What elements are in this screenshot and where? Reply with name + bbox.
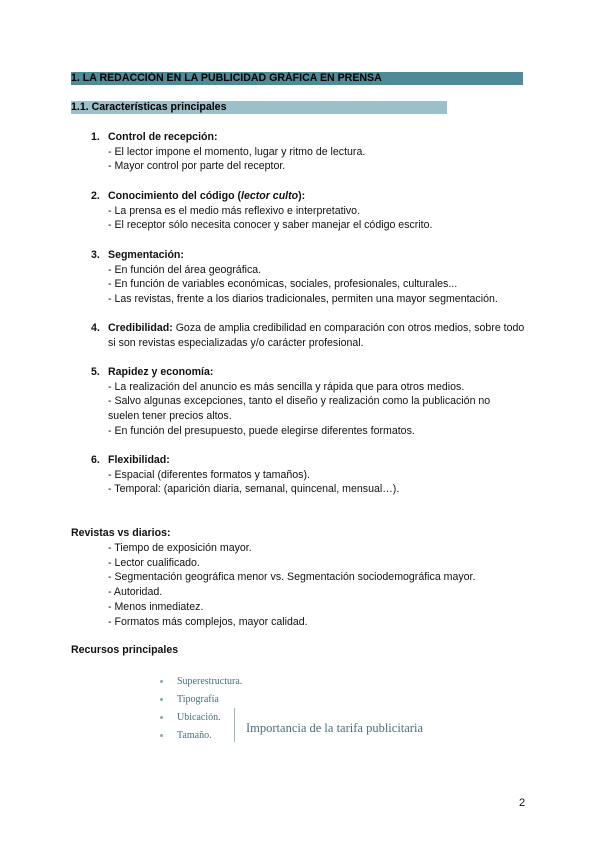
item-number: 6. [91, 454, 100, 466]
feature-item [91, 189, 531, 233]
feature-item [91, 365, 521, 439]
list-item: - Tiempo de exposición mayor. [108, 542, 252, 554]
item-number: 2. [91, 190, 100, 202]
list-item: Ubicación. [160, 709, 242, 727]
page-number: 2 [519, 797, 526, 809]
item-line: - En función de variables económicas, sociales, profesionales, culturales... [108, 278, 458, 291]
item-text: Goza de amplia credibilidad en comparación con otros medios, sobre todo si son revistas especializadas y/o carácter profesional. [108, 322, 525, 349]
recursos-heading: Recursos principales [71, 644, 179, 656]
item-line: - Salvo algunas excepciones, tanto el diseño y realización como la publicación no suelen tener precios altos. [108, 395, 491, 423]
list-item: Superestructura. [160, 673, 242, 691]
bullet-dot-icon [160, 680, 163, 683]
item-line: - Temporal: (aparición diaria, semanal, quincenal, mensual…). [108, 483, 400, 496]
item-title: Rapidez y economía: [108, 366, 214, 378]
item-line: - La prensa es el medio más reflexivo e interpretativo. [108, 204, 361, 217]
section-heading-1-1: 1.1. Características principales [71, 101, 447, 114]
list-item: Tamaño. [160, 727, 242, 745]
list-item: - Segmentación geográfica menor vs. Segmentación sociodemográfica mayor. [108, 571, 476, 584]
item-title: Conocimiento del código (lector culto): [108, 190, 306, 202]
item-title: Segmentación: [108, 249, 184, 261]
item-number: 5. [91, 366, 100, 378]
bullet-dot-icon [160, 716, 163, 719]
item-title-emphasis: lector culto [241, 190, 299, 202]
item-title: Flexibilidad: [108, 454, 170, 466]
item-title: Control de recepción: [108, 131, 218, 143]
item-line: - El lector impone el momento, lugar y ritmo de lectura. [108, 145, 366, 158]
list-item: - Autoridad. [108, 586, 163, 599]
item-line: - Espacial (diferentes formatos y tamaños). [108, 468, 310, 481]
feature-item [91, 321, 527, 350]
item-paragraph [108, 321, 527, 350]
list-item: - Menos inmediatez. [108, 600, 204, 613]
list-item: Tipografía [160, 691, 242, 709]
item-number: 1. [91, 131, 100, 143]
item-line: - En función del área geográfica. [108, 263, 262, 276]
list-item: - Formatos más complejos, mayor calidad. [108, 615, 308, 628]
item-number: 4. [91, 322, 100, 334]
item-line: - La realización del anuncio es más sencilla y rápida que para otros medios. [108, 380, 465, 393]
item-number: 3. [91, 249, 100, 261]
item-line: - Mayor control por parte del receptor. [108, 160, 286, 173]
revistas-heading: Revistas vs diarios: [71, 527, 171, 539]
bullet-dot-icon [160, 698, 163, 701]
feature-item [91, 248, 531, 307]
bracket-divider [234, 708, 241, 742]
list-item: - Lector cualificado. [108, 556, 200, 569]
importance-label: Importancia de la tarifa publicitaria [246, 721, 423, 735]
item-title: Credibilidad: [108, 322, 173, 334]
item-line: - El receptor sólo necesita conocer y saber manejar el código escrito. [108, 219, 433, 232]
feature-item [91, 130, 531, 174]
feature-item [91, 453, 531, 497]
section-heading-1: 1. LA REDACCIÓN EN LA PUBLICIDAD GRÁFICA EN PRENSA [71, 72, 523, 85]
item-line: - En función del presupuesto, puede elegirse diferentes formatos. [108, 424, 415, 437]
revistas-list [108, 541, 475, 629]
bullet-dot-icon [160, 734, 163, 737]
item-line: - Las revistas, frente a los diarios tradicionales, permiten una mayor segmentación. [108, 293, 498, 306]
recursos-bullet-list [160, 673, 242, 745]
